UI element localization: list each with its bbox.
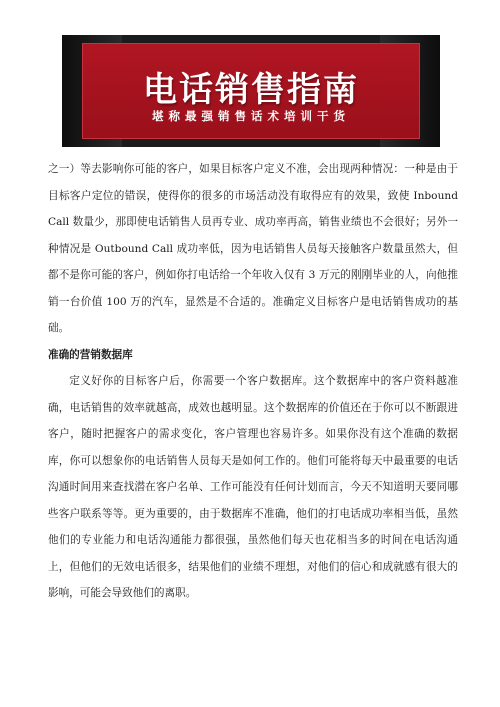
- section-heading: 准确的营销数据库: [48, 348, 133, 361]
- banner-subtitle: 堪称最强销售话术培训干货: [152, 109, 350, 123]
- banner-red-panel: [82, 43, 420, 139]
- paragraph-database: 定义好你的目标客户后，你需要一个客户数据库。这个数据库中的客户资料越准确，电话销售的效率就越高，成效也越明显。这个数据库的价值还在于你可以不断跟进客户，随时把握客户的需求变化，客户管理也容易许多。如果你没有这个准确的数据库，你可以想象你的电话销售人员每天是如何工作的。他们可能将每天中最重要的电话沟通时间用来查找潜在客户名单、工作可能没有任何计划而言，今天不知道明天要同哪些客户联系等等。更为重要的，由于数据库不准确，他们的打电话成功率相当低，虽然他们的专业能力和电话沟通能力都很强，虽然他们每天也花相当多的时间在电话沟通上，但他们的无效电话很多，结果他们的业绩不理想，对他们的信心和成就感有很大的影响，可能会导致他们的离职。: [48, 375, 458, 599]
- banner-title: 电话销售指南: [143, 70, 359, 110]
- document-body: [48, 156, 458, 607]
- header-banner: [62, 35, 440, 147]
- paragraph-target-customer: 之一）等去影响你可能的客户，如果目标客户定义不准，会出现两种情况：一种是由于目标客户定位的错误，使得你的很多的市场活动没有取得应有的效果，致使 Inbound Call 数量少，那即使电话销售人员再专业、成功率再高，销售业绩也不会很好；另外一种情况是 Outbound Call 成功率低，因为电话销售人员每天接触客户数量虽然大，但都不是你可能的客户，例如你打电话给一个年收入仅有 3 万元的刚刚毕业的人，向他推销一台价值 100 万的汽车，显然是不合适的。准确定义目标客户是电话销售成功的基础。: [48, 163, 458, 334]
